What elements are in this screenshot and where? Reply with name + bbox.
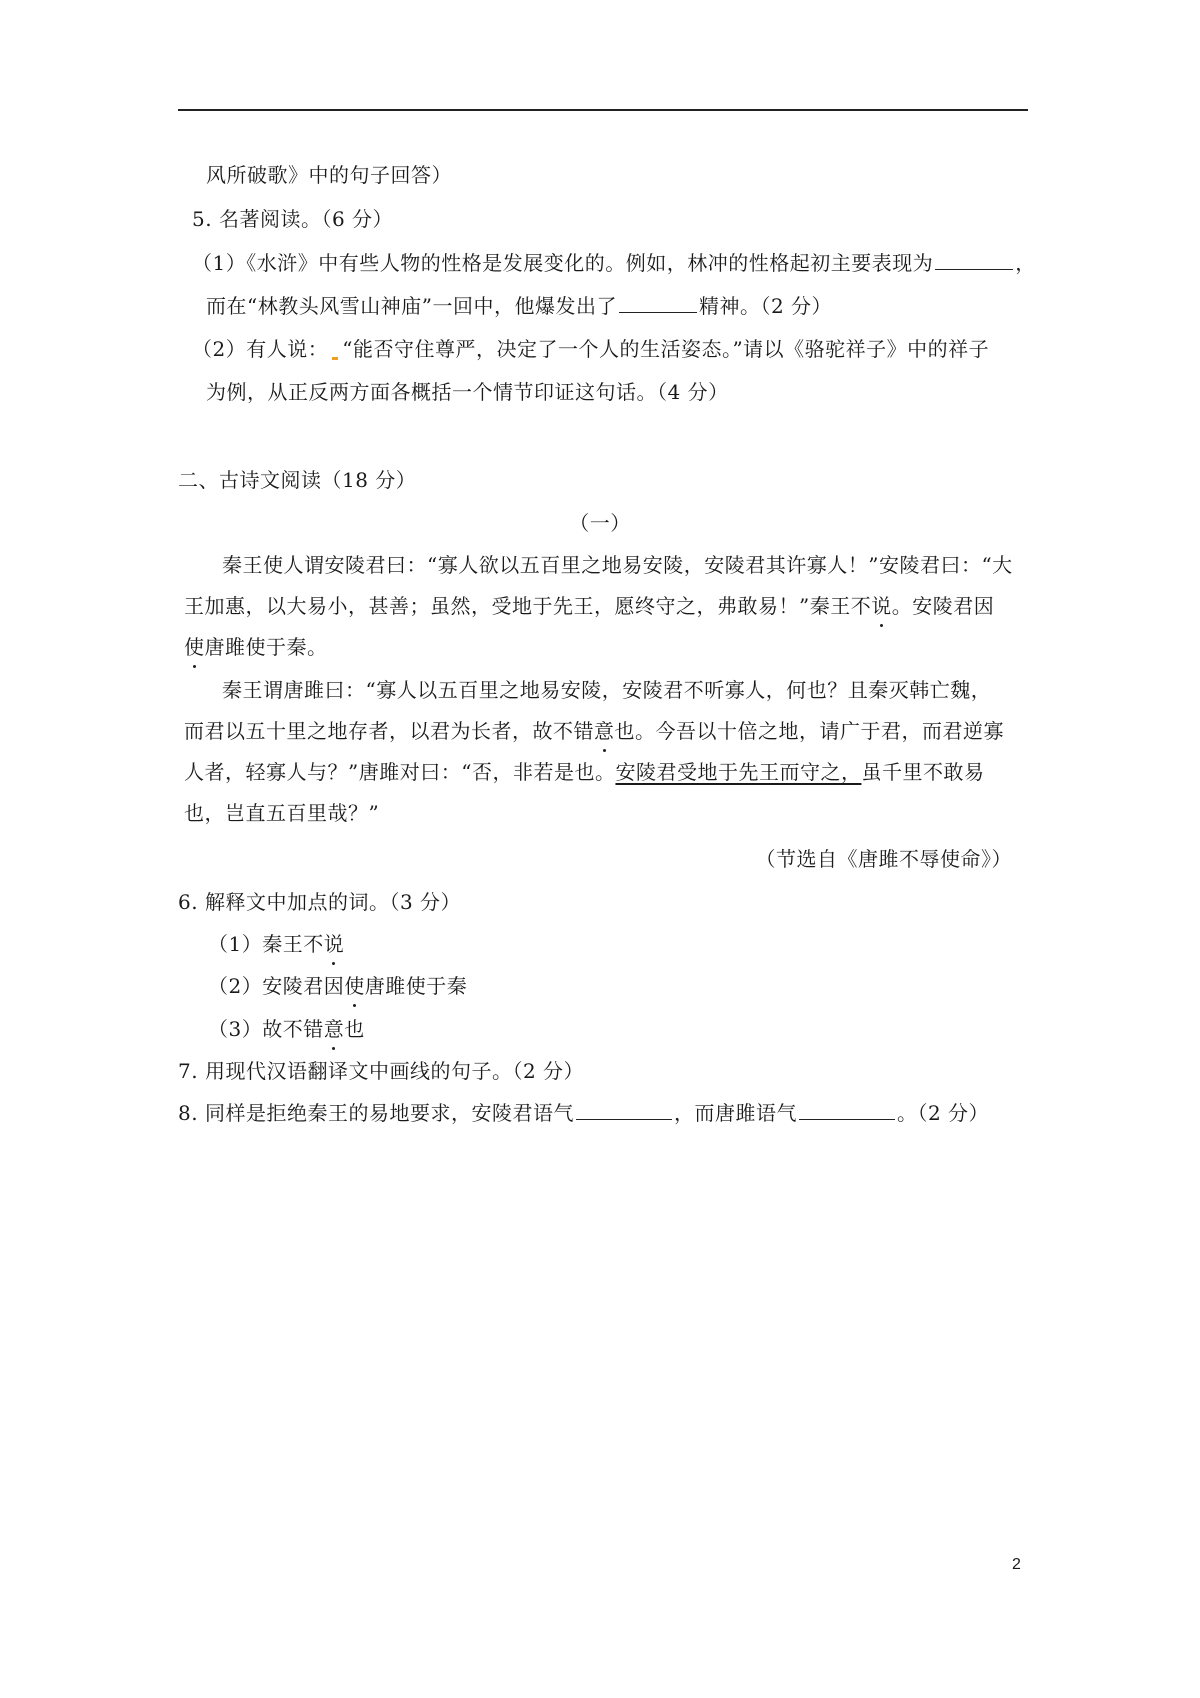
text-segment: 唐雎使于秦。 xyxy=(204,635,328,659)
text-segment: 精神。（2 分） xyxy=(698,294,833,318)
dotted-word: 使 xyxy=(344,974,365,998)
text-segment: 5. 名著阅读。（6 分） xyxy=(192,207,394,231)
text-segment: 风所破歌》中的句子回答） xyxy=(206,163,452,187)
text-segment: 虽千里不敢易 xyxy=(861,760,985,784)
dotted-word: 说 xyxy=(871,594,892,618)
answer-blank[interactable] xyxy=(799,1099,895,1120)
q5-p1-line1 xyxy=(192,249,1036,276)
q8-line xyxy=(178,1099,989,1126)
text-segment: 。安陵君因 xyxy=(891,594,995,618)
dotted-word: 意 xyxy=(594,719,615,743)
text-segment: ， xyxy=(1015,251,1036,275)
passage-para2-line4 xyxy=(184,800,379,826)
section2-subtitle xyxy=(0,510,1200,536)
text-segment: 秦王谓唐雎曰：“寡人以五百里之地易安陵，安陵君不听寡人，何也？且秦灭韩亡魏， xyxy=(222,678,992,702)
text-segment: 6. 解释文中加点的词。（3 分） xyxy=(178,890,462,914)
q6-item1 xyxy=(208,931,344,957)
text-segment: 而君以五十里之地存者，以君为长者，故不错 xyxy=(184,719,594,743)
answer-blank[interactable] xyxy=(576,1099,672,1120)
passage-para2-line1 xyxy=(222,677,991,703)
q6-item3 xyxy=(208,1016,365,1042)
text-segment: 为例，从正反两方面各概括一个情节印证这句话。（4 分） xyxy=(206,380,729,404)
text-segment: （2）安陵君因 xyxy=(208,974,345,998)
q5-title xyxy=(192,206,393,232)
q7-title xyxy=(178,1058,584,1084)
text-segment: （3）故不错 xyxy=(208,1017,324,1041)
text-segment: 也 xyxy=(344,1017,365,1041)
passage-para2-line3 xyxy=(184,759,984,785)
text-segment: 8. 同样是拒绝秦王的易地要求，安陵君语气 xyxy=(178,1101,574,1125)
text-segment: 也，岂直五百里哉？” xyxy=(184,801,380,825)
edit-mark-icon xyxy=(332,357,338,360)
text-segment: 王加惠，以大易小，甚善；虽然，受地于先王，愿终守之，弗敢易！”秦王不 xyxy=(184,594,872,618)
text-segment: 二、古诗文阅读（18 分） xyxy=(178,468,417,492)
text-segment: （1）《水浒》中有些人物的性格是发展变化的。例如，林冲的性格起初主要表现为 xyxy=(192,251,934,275)
text-segment: 人者，轻寡人与？”唐雎对曰：“否，非若是也。 xyxy=(184,760,616,784)
continuation-line xyxy=(206,162,452,188)
text-segment: 而在“林教头风雪山神庙”一回中，他爆发出了 xyxy=(206,294,617,318)
dotted-word: 意 xyxy=(323,1017,345,1041)
page-number: 2 xyxy=(1012,1556,1021,1573)
header-rule xyxy=(178,109,1028,111)
q6-title xyxy=(178,889,461,915)
text-segment: （1）秦王不 xyxy=(208,932,324,956)
text-segment: 7. 用现代汉语翻译文中画线的句子。（2 分） xyxy=(178,1059,585,1083)
text-segment: 也。今吾以十倍之地，请广于君，而君逆寡 xyxy=(614,719,1004,743)
text-segment: ，而唐雎语气 xyxy=(673,1101,797,1125)
text-segment: 。（2 分） xyxy=(896,1101,990,1125)
dotted-word: 说 xyxy=(323,932,345,956)
text-segment: “能否守住尊严，决定了一个人的生活姿态。”请以《骆驼祥子》中的祥子 xyxy=(342,337,990,361)
text-segment: 唐雎使于秦 xyxy=(364,974,468,998)
answer-blank[interactable] xyxy=(619,292,697,313)
passage-source xyxy=(756,846,1013,872)
passage-para1-line1 xyxy=(222,552,1013,578)
dotted-word: 使 xyxy=(184,635,205,659)
answer-blank[interactable] xyxy=(935,249,1013,270)
text-segment: （一） xyxy=(569,511,631,535)
q5-p2-line2 xyxy=(206,379,729,405)
text-segment: 秦王使人谓安陵君曰：“寡人欲以五百里之地易安陵，安陵君其许寡人！”安陵君曰：“大 xyxy=(222,553,1013,577)
text-segment: （节选自《唐雎不辱使命》） xyxy=(755,847,1012,871)
passage-para2-line2 xyxy=(184,718,1004,744)
q6-item2 xyxy=(208,973,467,999)
underlined-sentence: 安陵君受地于先王而守之， xyxy=(615,760,862,784)
section2-title xyxy=(178,467,416,493)
passage-para1-line2 xyxy=(184,593,994,619)
q5-p1-line2 xyxy=(206,292,832,319)
passage-para1-line3 xyxy=(184,634,328,660)
q5-p2-line1 xyxy=(192,336,989,362)
text-segment: （2）有人说： xyxy=(192,337,329,361)
